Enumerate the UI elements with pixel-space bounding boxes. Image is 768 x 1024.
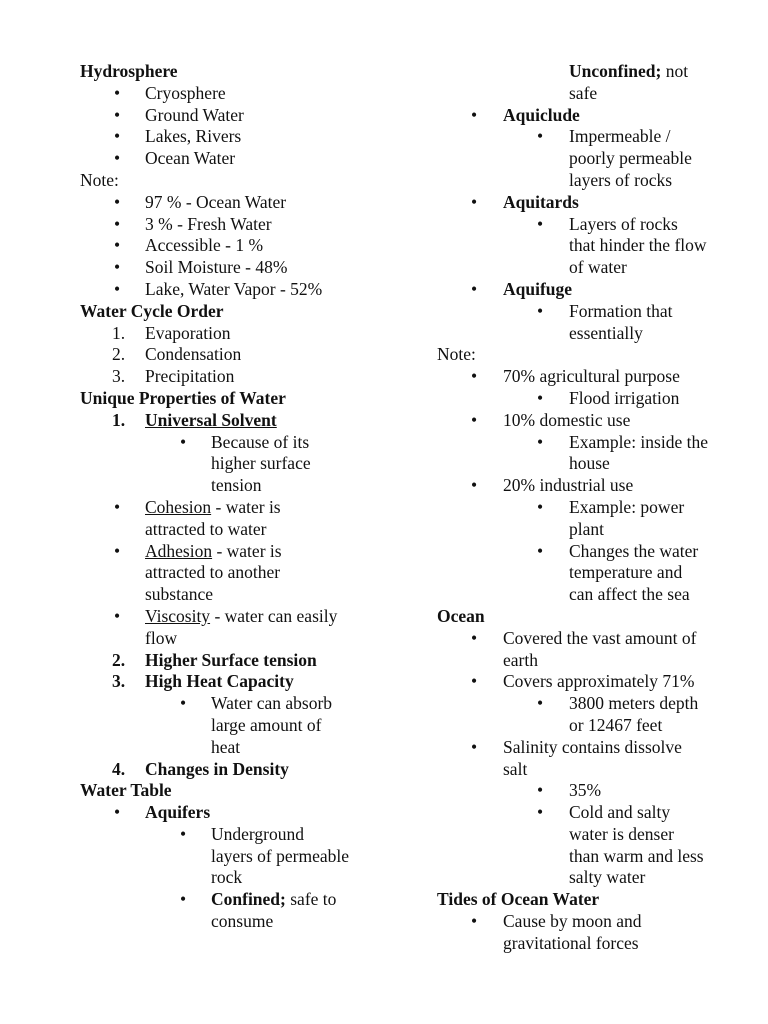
list-item: 4. Changes in Density — [112, 758, 289, 779]
list-item: • 20% industrial use — [471, 475, 634, 496]
list-item-continuation: layers of permeable — [211, 845, 349, 866]
note-label: Note: — [80, 169, 119, 190]
bullet-icon: • — [114, 540, 121, 561]
list-item-continuation: safe — [569, 82, 598, 103]
list-item: 3. Precipitation — [112, 366, 235, 387]
note-label: Note: — [437, 344, 476, 365]
bullet-icon: • — [471, 366, 478, 387]
list-item: • Formation that — [537, 300, 673, 321]
bullet-icon: • — [114, 235, 121, 256]
list-item-continuation: flow — [145, 627, 178, 648]
properties-heading: Unique Properties of Water — [80, 387, 286, 408]
water-table-heading: Water Table — [80, 780, 172, 801]
list-item-continuation: poorly permeable — [569, 148, 692, 169]
ocean-heading: Ocean — [437, 605, 485, 626]
list-item-continuation: essentially — [569, 322, 643, 343]
bullet-icon: • — [537, 387, 544, 408]
bullet-icon: • — [180, 693, 187, 714]
bullet-icon: • — [537, 300, 544, 321]
list-item-continuation: of water — [569, 257, 627, 278]
right-column — [437, 61, 737, 955]
list-item: • Flood irrigation — [537, 387, 680, 408]
list-item-continuation: salt — [503, 758, 528, 779]
list-item: • Ocean Water — [114, 148, 236, 169]
list-item: • Soil Moisture - 48% — [114, 257, 288, 278]
left-column — [80, 61, 400, 933]
list-item-continuation: Unconfined; not — [569, 61, 689, 81]
list-item-continuation: or 12467 feet — [569, 714, 663, 735]
bullet-icon: • — [114, 496, 121, 517]
list-item: • Accessible - 1 % — [114, 235, 264, 256]
bullet-icon: • — [471, 627, 478, 648]
bullet-icon: • — [180, 889, 187, 910]
bullet-icon: • — [114, 213, 121, 234]
list-item: 2. Condensation — [112, 344, 242, 365]
list-item-continuation: can affect the sea — [569, 584, 690, 605]
list-item-continuation: salty water — [569, 867, 646, 888]
bullet-icon: • — [537, 802, 544, 823]
bullet-icon: • — [471, 911, 478, 932]
bullet-icon: • — [471, 104, 478, 125]
list-item: • 10% domestic use — [471, 409, 631, 430]
list-item: • Changes the water — [537, 540, 699, 561]
list-item: • Covers approximately 71% — [471, 671, 695, 692]
list-item: • Cryosphere — [114, 82, 226, 103]
list-item: • Cohesion - water is — [114, 496, 281, 517]
bullet-icon: • — [114, 605, 121, 626]
list-item: • 97 % - Ocean Water — [114, 191, 287, 212]
bullet-icon: • — [114, 82, 121, 103]
list-item-continuation: water is denser — [569, 823, 674, 844]
list-item: • Example: inside the — [537, 431, 708, 452]
list-item: • 70% agricultural purpose — [471, 366, 680, 387]
list-item: • Aquifuge — [471, 278, 573, 299]
list-item: • Lakes, Rivers — [114, 126, 242, 147]
list-item-continuation: tension — [211, 475, 262, 496]
list-item-continuation: consume — [211, 911, 274, 932]
list-item: 1. Evaporation — [112, 322, 231, 343]
list-item: • Confined; safe to — [180, 889, 337, 910]
list-item: 1. Universal Solvent — [112, 409, 277, 430]
bullet-icon: • — [471, 278, 478, 299]
water-cycle-heading: Water Cycle Order — [80, 300, 224, 321]
list-item: • Aquifers — [114, 802, 211, 823]
list-item: • Because of its — [180, 431, 310, 452]
tides-heading: Tides of Ocean Water — [437, 889, 600, 910]
bullet-icon: • — [471, 475, 478, 496]
list-item: • Viscosity - water can easily — [114, 605, 338, 626]
list-item-continuation: temperature and — [569, 562, 683, 583]
list-item-continuation: house — [569, 453, 610, 474]
list-item: • 3 % - Fresh Water — [114, 213, 272, 234]
bullet-icon: • — [537, 213, 544, 234]
bullet-icon: • — [471, 736, 478, 757]
list-item: 3. High Heat Capacity — [112, 671, 294, 692]
list-item-continuation: attracted to another — [145, 562, 281, 583]
bullet-icon: • — [537, 431, 544, 452]
bullet-icon: • — [471, 671, 478, 692]
list-item: • Salinity contains dissolve — [471, 736, 682, 757]
bullet-icon: • — [114, 104, 121, 125]
list-item: • Cause by moon and — [471, 911, 642, 932]
list-item: 2. Higher Surface tension — [112, 649, 317, 670]
bullet-icon: • — [114, 257, 121, 278]
bullet-icon: • — [180, 823, 187, 844]
bullet-icon: • — [537, 780, 544, 801]
list-item-continuation: than warm and less — [569, 845, 704, 866]
list-item: • Example: power — [537, 496, 685, 517]
bullet-icon: • — [537, 126, 544, 147]
list-item-continuation: large amount of — [211, 714, 322, 735]
bullet-icon: • — [114, 126, 121, 147]
bullet-icon: • — [471, 191, 478, 212]
bullet-icon: • — [180, 431, 187, 452]
list-item: • Aquiclude — [471, 104, 580, 125]
list-item-continuation: attracted to water — [145, 518, 267, 539]
list-item: • Water can absorb — [180, 693, 333, 714]
bullet-icon: • — [537, 540, 544, 561]
list-item: • Cold and salty — [537, 802, 671, 823]
list-item: • Adhesion - water is — [114, 540, 282, 561]
bullet-icon: • — [537, 693, 544, 714]
bullet-icon: • — [114, 191, 121, 212]
list-item: • Lake, Water Vapor - 52% — [114, 278, 323, 299]
bullet-icon: • — [114, 802, 121, 823]
list-item: • Layers of rocks — [537, 213, 678, 234]
list-item: • Underground — [180, 823, 304, 844]
bullet-icon: • — [537, 496, 544, 517]
list-item: • 3800 meters depth — [537, 693, 699, 714]
list-item-continuation: higher surface — [211, 453, 311, 474]
list-item-continuation: layers of rocks — [569, 169, 673, 190]
bullet-icon: • — [114, 148, 121, 169]
list-item: • 35% — [537, 780, 602, 801]
hydrosphere-heading: Hydrosphere — [80, 61, 178, 81]
list-item-continuation: rock — [211, 867, 243, 888]
list-item-continuation: earth — [503, 649, 538, 670]
list-item-continuation: gravitational forces — [503, 932, 639, 953]
list-item: • Aquitards — [471, 191, 579, 212]
bullet-icon: • — [114, 278, 121, 299]
list-item-continuation: substance — [145, 584, 214, 605]
list-item: • Covered the vast amount of — [471, 627, 697, 648]
list-item-continuation: plant — [569, 518, 604, 539]
list-item: • Impermeable / — [537, 126, 671, 147]
list-item: • Ground Water — [114, 104, 244, 125]
list-item-continuation: that hinder the flow — [569, 235, 707, 256]
bullet-icon: • — [471, 409, 478, 430]
list-item-continuation: heat — [211, 736, 241, 757]
